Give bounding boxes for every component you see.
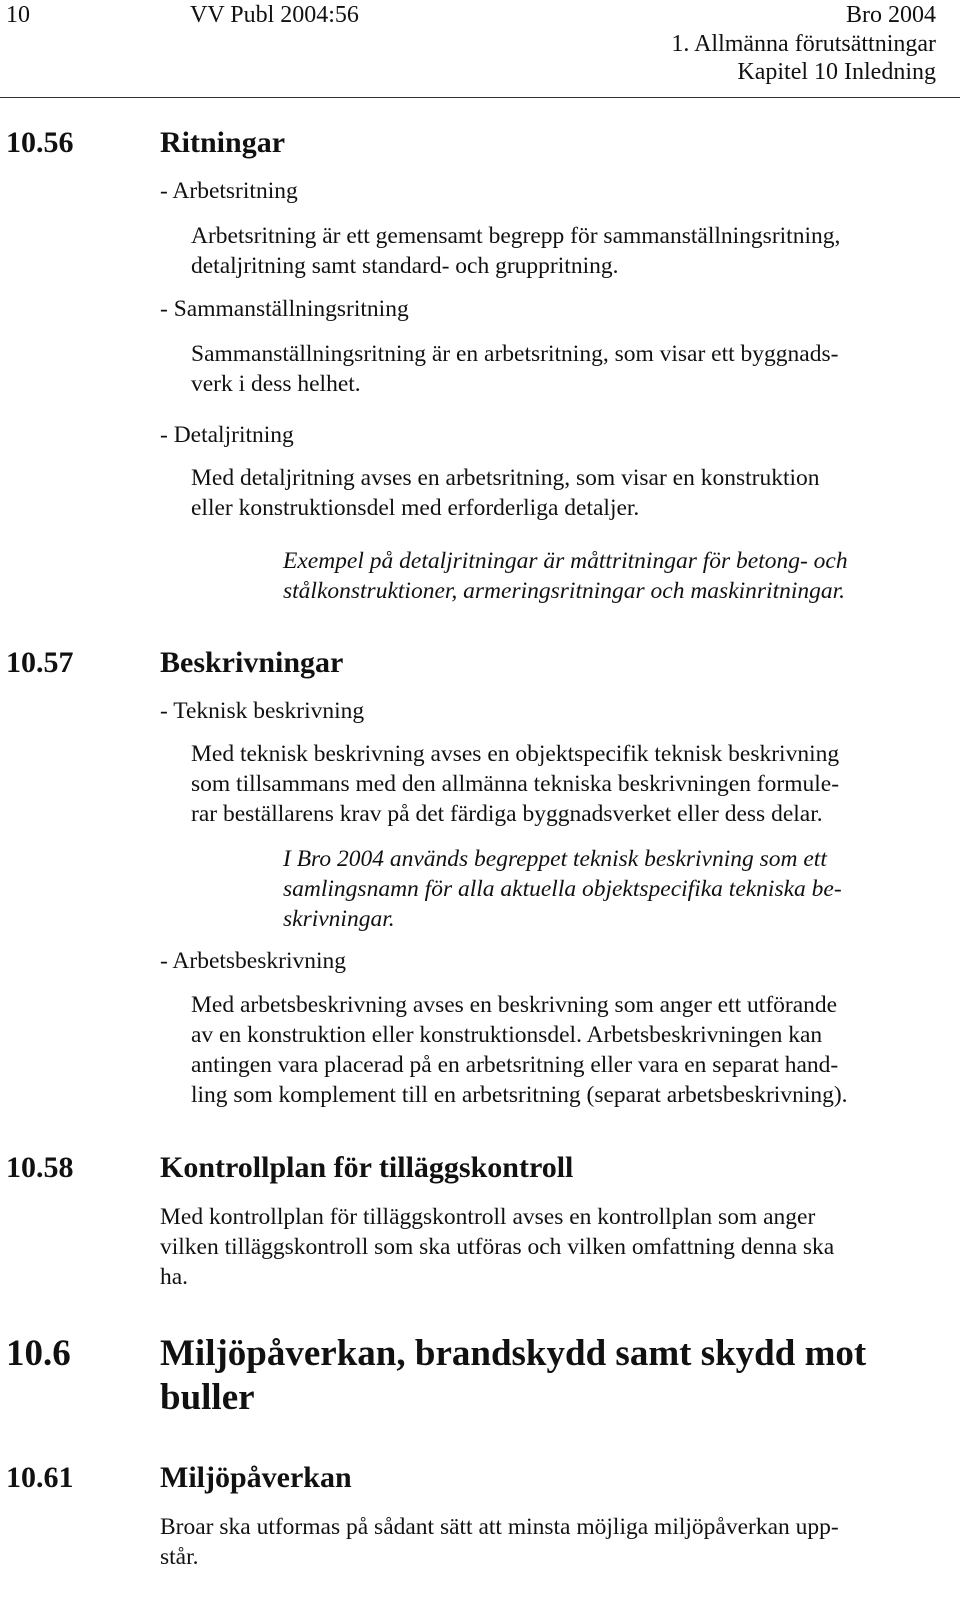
paragraph-line: verk i dess helhet. [191, 371, 361, 397]
paragraph-line: antingen vara placerad på en arbetsritning eller vara en separat hand- [191, 1052, 839, 1078]
paragraph-line: detaljritning samt standard- och gruppritning. [191, 253, 619, 279]
note-line: samlingsnamn för alla aktuella objektspecifika tekniska be- [283, 876, 842, 902]
paragraph-line: Med detaljritning avses en arbetsritning, som visar en konstruktion [191, 465, 820, 491]
term-sammanstallningsritning: - Sammanställningsritning [160, 296, 409, 322]
note-line: stålkonstruktioner, armeringsritningar och maskinritningar. [283, 578, 846, 604]
term-teknisk-beskrivning: - Teknisk beskrivning [160, 698, 365, 724]
paragraph-line: Sammanställningsritning är en arbetsritning, som visar ett byggnads- [191, 341, 839, 367]
paragraph-line: vilken tilläggskontroll som ska utföras och vilken omfattning denna ska [160, 1234, 835, 1260]
paragraph-line: rar beställarens krav på det färdiga byggnadsverket eller dess delar. [191, 801, 823, 827]
section-number-10-58: 10.58 [6, 1151, 74, 1184]
term-arbetsbeskrivning: - Arbetsbeskrivning [160, 948, 347, 974]
paragraph-line: ling som komplement till en arbetsritning (separat arbetsbeskrivning). [191, 1082, 848, 1108]
paragraph-line: Med arbetsbeskrivning avses en beskrivning som anger ett utförande [191, 992, 838, 1018]
paragraph-line: står. [160, 1544, 199, 1570]
chapter-title-line: buller [160, 1377, 255, 1418]
paragraph-line: eller konstruktionsdel med erforderliga detaljer. [191, 495, 640, 521]
paragraph-line: Med teknisk beskrivning avses en objektspecifik teknisk beskrivning [191, 741, 840, 767]
header-chapter: Kapitel 10 Inledning [737, 59, 936, 85]
section-title-ritningar: Ritningar [160, 126, 286, 159]
paragraph-line: Broar ska utformas på sådant sätt att minsta möjliga miljöpåverkan upp- [160, 1514, 839, 1540]
section-title-kontrollplan: Kontrollplan för tilläggskontroll [160, 1151, 574, 1184]
header-rule [0, 97, 960, 98]
note-line: I Bro 2004 används begreppet teknisk beskrivning som ett [283, 846, 827, 872]
note-line: Exempel på detaljritningar är måttritningar för betong- och [283, 548, 848, 574]
section-number-10-56: 10.56 [6, 126, 74, 159]
paragraph-line: Med kontrollplan för tilläggskontroll avses en kontrollplan som anger [160, 1204, 816, 1230]
paragraph-line: som tillsammans med den allmänna tekniska beskrivningen formule- [191, 771, 840, 797]
section-number-10-61: 10.61 [6, 1461, 74, 1494]
paragraph-line: ha. [160, 1264, 189, 1290]
note-line: skrivningar. [283, 906, 395, 932]
chapter-title-line: Miljöpåverkan, brandskydd samt skydd mot [160, 1333, 867, 1374]
chapter-number-10-6: 10.6 [6, 1333, 71, 1374]
section-number-10-57: 10.57 [6, 646, 74, 679]
paragraph-line: Arbetsritning är ett gemensamt begrepp för sammanställningsritning, [191, 223, 841, 249]
term-detaljritning: - Detaljritning [160, 422, 294, 448]
document-title: Bro 2004 [846, 2, 936, 28]
section-title-beskrivningar: Beskrivningar [160, 646, 344, 679]
publication-id: VV Publ 2004:56 [190, 2, 359, 28]
paragraph-line: av en konstruktion eller konstruktionsdel. Arbetsbeskrivningen kan [191, 1022, 823, 1048]
header-section: 1. Allmänna förutsättningar [671, 31, 936, 57]
page-number: 10 [6, 2, 30, 28]
term-arbetsritning: - Arbetsritning [160, 178, 298, 204]
section-title-miljopaverkan: Miljöpåverkan [160, 1461, 352, 1494]
